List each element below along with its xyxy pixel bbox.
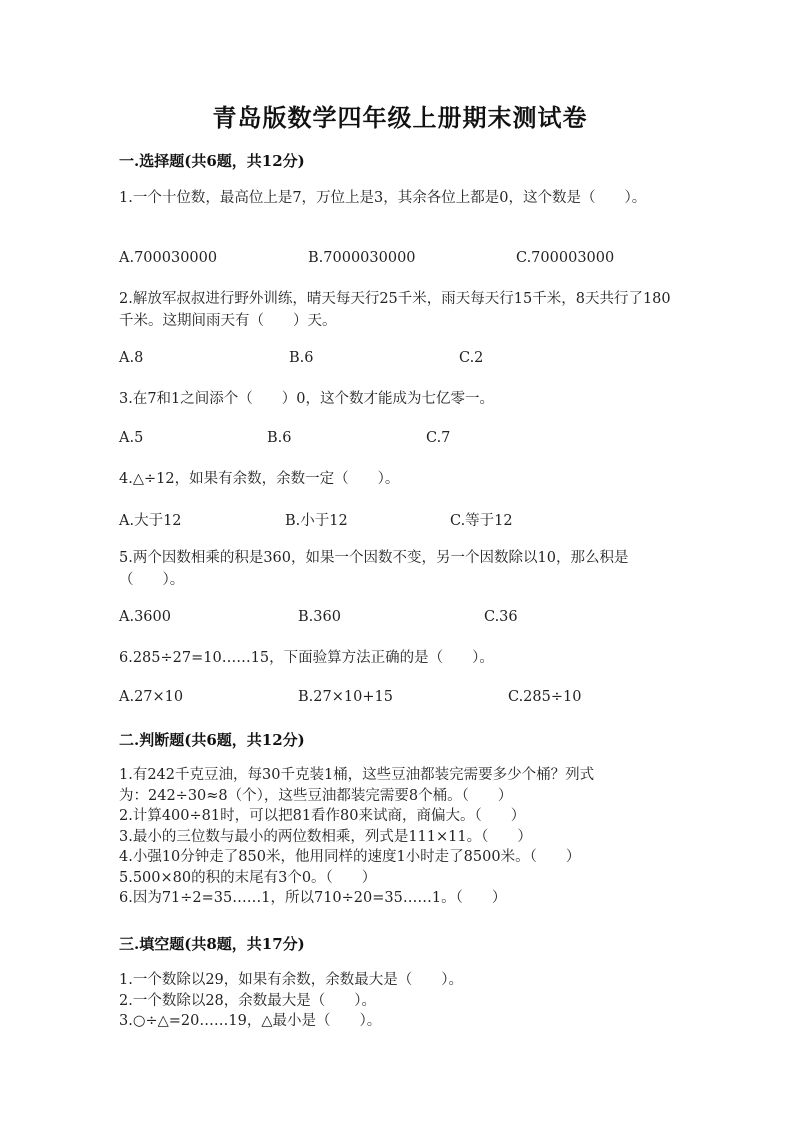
choice-question-6: 6.285÷27=10……15，下面验算方法正确的是（ ）。 (119, 650, 494, 666)
section-heading-fill: 三.填空题(共8题，共17分) (119, 935, 305, 953)
choice-question-1: 1.一个十位数，最高位上是7，万位上是3，其余各位上都是0，这个数是（ ）。 (119, 190, 647, 206)
choice-6-option-c: C.285÷10 (508, 689, 582, 705)
judge-line: 2.计算400÷81时，可以把81看作80来试商，商偏大。（ ） (119, 808, 526, 824)
judge-line: 1.有242千克豆油，每30千克装1桶，这些豆油都装完需要多少个桶？列式 (119, 767, 595, 783)
judge-line: 5.500×80的积的末尾有3个0。（ ） (119, 869, 377, 886)
section-heading-choice: 一.选择题(共6题，共12分) (119, 152, 305, 170)
choice-5-option-b: B.360 (298, 609, 341, 625)
choice-question-4: 4.△÷12，如果有余数，余数一定（ ）。 (119, 471, 400, 487)
choice-6-option-a: A.27×10 (119, 689, 184, 705)
choice-2-option-b: B.6 (289, 350, 314, 366)
choice-1-option-b: B.7000030000 (308, 250, 416, 266)
judge-line: 为：242÷30≈8（个），这些豆油都装完需要8个桶。（ ） (119, 787, 513, 804)
judge-question-list (119, 765, 699, 909)
fill-line: 1.一个数除以29，如果有余数，余数最大是（ ）。 (119, 972, 464, 988)
choice-question-3: 3.在7和1之间添个（ ）0，这个数才能成为七亿零一。 (119, 391, 495, 407)
choice-2-option-a: A.8 (119, 350, 144, 366)
choice-5-option-c: C.36 (484, 609, 518, 625)
choice-4-option-c: C.等于12 (450, 513, 513, 529)
fill-line: 2.一个数除以28，余数最大是（ ）。 (119, 992, 377, 1009)
choice-4-option-b: B.小于12 (285, 513, 348, 529)
choice-question-2: 2.解放军叔叔进行野外训练，晴天每天行25千米，雨天每天行15千米，8天共行了180千米。这期间雨天有（ ）天。 (119, 291, 671, 329)
choice-2-option-c: C.2 (459, 350, 484, 366)
choice-5-option-a: A.3600 (119, 609, 171, 625)
judge-line: 3.最小的三位数与最小的两位数相乘，列式是111×11。（ ） (119, 828, 532, 845)
choice-3-option-c: C.7 (426, 430, 451, 446)
judge-line: 6.因为71÷2=35……1，所以710÷20=35……1。（ ） (119, 890, 507, 906)
choice-6-option-b: B.27×10+15 (298, 689, 393, 705)
fill-question-list (119, 970, 699, 1032)
choice-question-5: 5.两个因数相乘的积是360，如果一个因数不变，另一个因数除以10，那么积是（ ）。 (119, 550, 629, 588)
choice-1-option-c: C.700003000 (516, 250, 615, 266)
fill-line: 3.○÷△=20……19，△最小是（ ）。 (119, 1013, 382, 1029)
judge-line: 4.小强10分钟走了850米，他用同样的速度1小时走了8500米。（ ） (119, 849, 581, 865)
choice-3-option-a: A.5 (119, 430, 144, 446)
choice-3-option-b: B.6 (267, 430, 292, 446)
choice-4-option-a: A.大于12 (119, 513, 182, 529)
choice-1-option-a: A.700030000 (119, 250, 218, 266)
section-heading-judge: 二.判断题(共6题，共12分) (119, 731, 305, 749)
page-title: 青岛版数学四年级上册期末测试卷 (212, 103, 588, 132)
